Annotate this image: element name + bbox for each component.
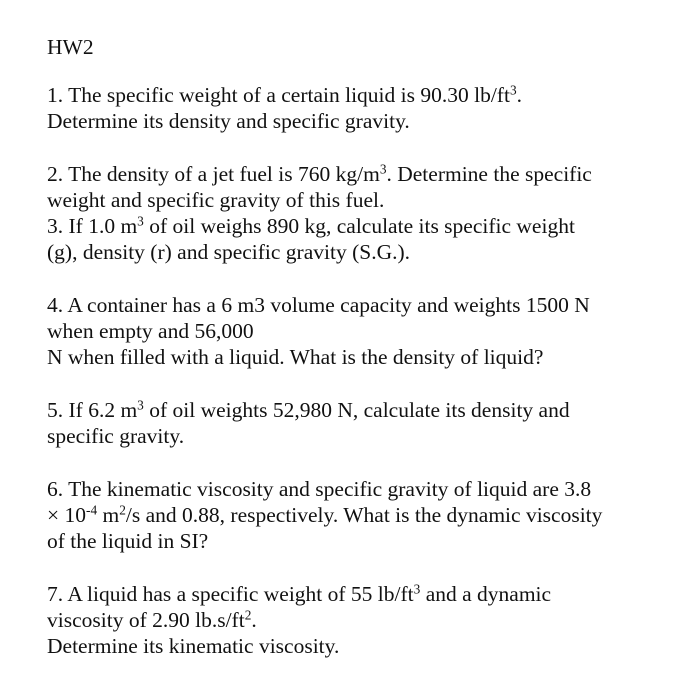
question-5-text-b: of oil weights 52,980 N, calculate its density and — [143, 398, 570, 422]
question-5-line-1 — [47, 397, 667, 423]
question-2-text-a: 2. The density of a jet fuel is 760 kg/m — [47, 162, 380, 186]
question-1-text-b: . — [516, 83, 522, 107]
question-1-superscript: 3 — [509, 82, 517, 98]
question-6 — [47, 476, 667, 554]
question-7-superscript-2: 2 — [244, 607, 252, 623]
question-1-text-a: 1. The specific weight of a certain liquid is 90.30 lb/ft — [47, 83, 510, 107]
question-1 — [47, 82, 667, 134]
question-6-line-3: of the liquid in SI? — [47, 529, 209, 553]
question-6-superscript: 2 — [119, 502, 126, 518]
question-7-superscript-1: 3 — [413, 581, 421, 597]
question-3-superscript: 3 — [137, 213, 144, 229]
question-4 — [47, 292, 667, 370]
question-3-text-b: of oil weighs 890 kg, calculate its specific weight — [143, 214, 575, 238]
document-title: HW2 — [47, 35, 94, 59]
question-6-line-2 — [47, 502, 667, 528]
question-3-line-1 — [47, 213, 667, 239]
question-2-text-b: . Determine the specific — [386, 162, 592, 186]
question-6-exponent: -4 — [86, 502, 98, 518]
question-7-text-d: . — [251, 608, 257, 632]
question-4-line-1: 4. A container has a 6 m3 volume capacity and weights 1500 N — [47, 293, 590, 317]
question-2-line-1 — [47, 161, 667, 187]
question-6-text-a: × 10 — [47, 503, 87, 527]
question-5-line-2: specific gravity. — [47, 424, 185, 448]
question-1-line-2: Determine its density and specific gravity. — [47, 109, 410, 133]
question-1-line-1 — [47, 82, 667, 108]
question-5-text-a: 5. If 6.2 m — [47, 398, 138, 422]
question-3 — [47, 213, 667, 265]
question-6-text-b: m — [97, 503, 120, 527]
question-3-line-2: (g), density (r) and specific gravity (S.G.). — [47, 240, 411, 264]
question-5 — [47, 397, 667, 449]
question-6-text-c: /s and 0.88, respectively. What is the dynamic viscosity — [125, 503, 603, 527]
question-7-text-c: viscosity of 2.90 lb.s/ft — [47, 608, 245, 632]
homework-document — [47, 34, 667, 659]
question-4-line-3: N when filled with a liquid. What is the density of liquid? — [47, 345, 544, 369]
question-2-superscript: 3 — [379, 161, 387, 177]
question-7-line-2 — [47, 607, 667, 633]
question-2 — [47, 161, 667, 213]
question-7-line-1 — [47, 581, 667, 607]
question-7-line-3: Determine its kinematic viscosity. — [47, 634, 340, 658]
question-4-line-2: when empty and 56,000 — [47, 319, 254, 343]
question-2-line-2: weight and specific gravity of this fuel. — [47, 188, 385, 212]
question-6-line-1: 6. The kinematic viscosity and specific gravity of liquid are 3.8 — [47, 477, 592, 501]
question-7-text-b: and a dynamic — [420, 582, 552, 606]
question-7 — [47, 581, 667, 659]
question-7-text-a: 7. A liquid has a specific weight of 55 lb/ft — [47, 582, 414, 606]
question-5-superscript: 3 — [137, 397, 144, 413]
question-3-text-a: 3. If 1.0 m — [47, 214, 138, 238]
